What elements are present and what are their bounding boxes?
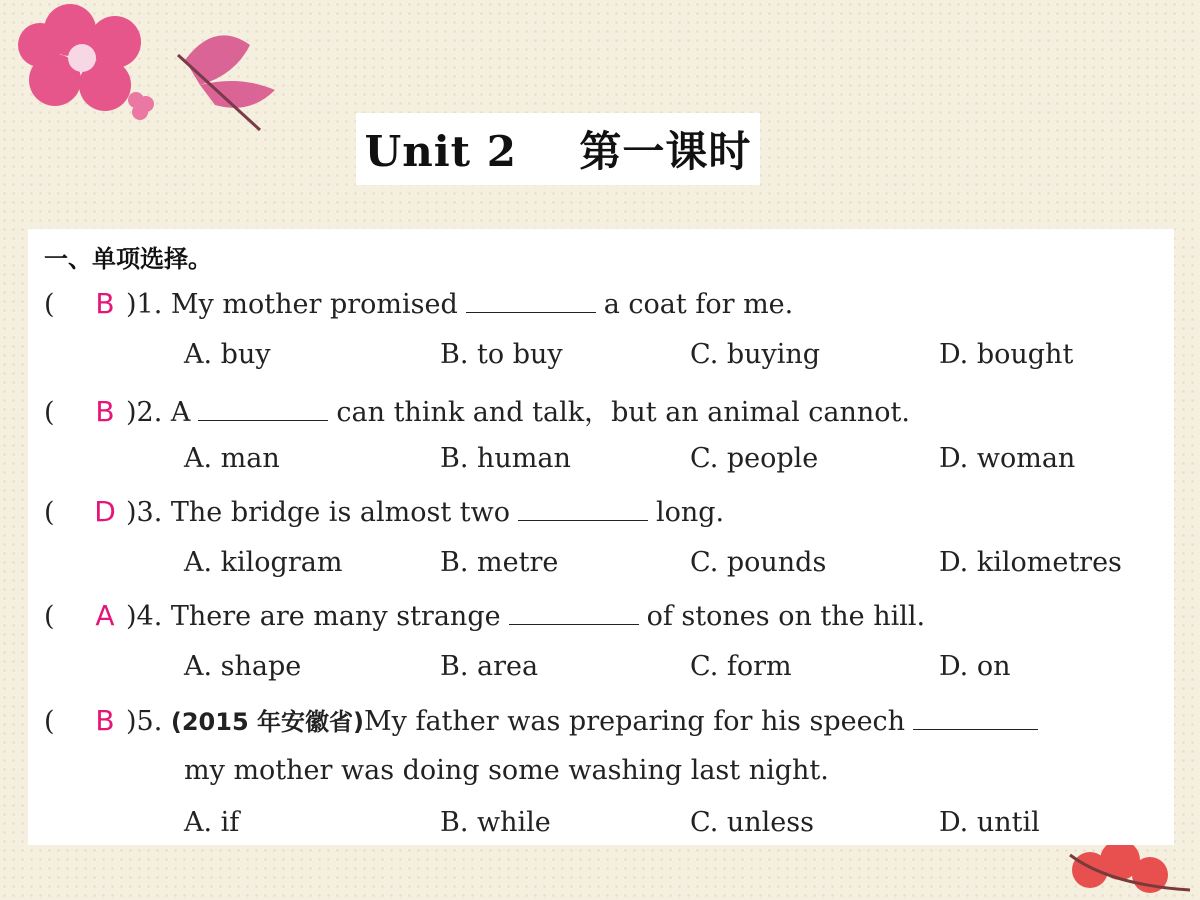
question-text-after: can think and talk，but an animal cannot. — [336, 397, 910, 428]
option: A. man — [184, 443, 280, 474]
option: B. human — [440, 443, 571, 474]
option: A. shape — [184, 651, 302, 682]
option: C. pounds — [690, 547, 827, 578]
question-continuation: my mother was doing some washing last night. — [184, 755, 829, 786]
question-text-before: My mother promised — [170, 289, 458, 320]
question-text-after: a coat for me. — [603, 289, 794, 320]
option: D. bought — [939, 339, 1074, 370]
answer-blank — [509, 598, 639, 625]
option: C. people — [690, 443, 819, 474]
option: A. if — [184, 807, 240, 838]
page-title: Unit 2 第一课时 — [364, 127, 752, 176]
question-text-before: The bridge is almost two — [170, 497, 510, 528]
question-number: )3. — [126, 497, 163, 528]
paren-open: ( — [44, 601, 55, 632]
answer-blank — [466, 286, 596, 313]
question-number: )4. — [126, 601, 163, 632]
question-3 — [44, 494, 724, 534]
option: D. on — [939, 651, 1011, 682]
question-number: )1. — [126, 289, 163, 320]
title-box — [356, 113, 760, 185]
exercise-panel — [28, 229, 1174, 845]
paren-open: ( — [44, 497, 55, 528]
option: C. unless — [690, 807, 814, 838]
paren-open: ( — [44, 706, 55, 737]
option: C. buying — [690, 339, 821, 370]
question-text-before: A — [170, 397, 191, 428]
option: D. until — [939, 807, 1040, 838]
option: B. to buy — [440, 339, 563, 370]
question-source: (2015 年安徽省) — [170, 708, 364, 736]
paren-open: ( — [44, 289, 55, 320]
option: C. form — [690, 651, 792, 682]
section-heading: 一、单项选择。 — [44, 245, 212, 273]
question-number: )2. — [126, 397, 163, 428]
question-5 — [44, 702, 1046, 742]
answer-blank — [913, 703, 1038, 730]
question-text-after: long. — [655, 497, 725, 528]
question-2 — [44, 390, 910, 430]
option: A. buy — [184, 339, 271, 370]
option: D. kilometres — [939, 547, 1122, 578]
answer-4: A — [95, 599, 115, 632]
question-number: )5. — [126, 706, 163, 737]
question-text-before: My father was preparing for his speech — [363, 706, 906, 737]
answer-2: B — [95, 395, 115, 428]
option: A. kilogram — [184, 547, 343, 578]
answer-blank — [518, 494, 648, 521]
option: D. woman — [939, 443, 1076, 474]
answer-1: B — [95, 287, 115, 320]
question-text-before: There are many strange — [170, 601, 501, 632]
answer-5: B — [95, 704, 115, 737]
option: B. area — [440, 651, 539, 682]
question-text-after: of stones on the hill. — [646, 601, 926, 632]
paren-open: ( — [44, 397, 55, 428]
flower-decoration-top-left — [0, 0, 300, 200]
option: B. while — [440, 807, 551, 838]
question-4 — [44, 598, 925, 638]
answer-blank — [198, 394, 328, 421]
option: B. metre — [440, 547, 559, 578]
answer-3: D — [94, 495, 116, 528]
question-1 — [44, 286, 793, 326]
